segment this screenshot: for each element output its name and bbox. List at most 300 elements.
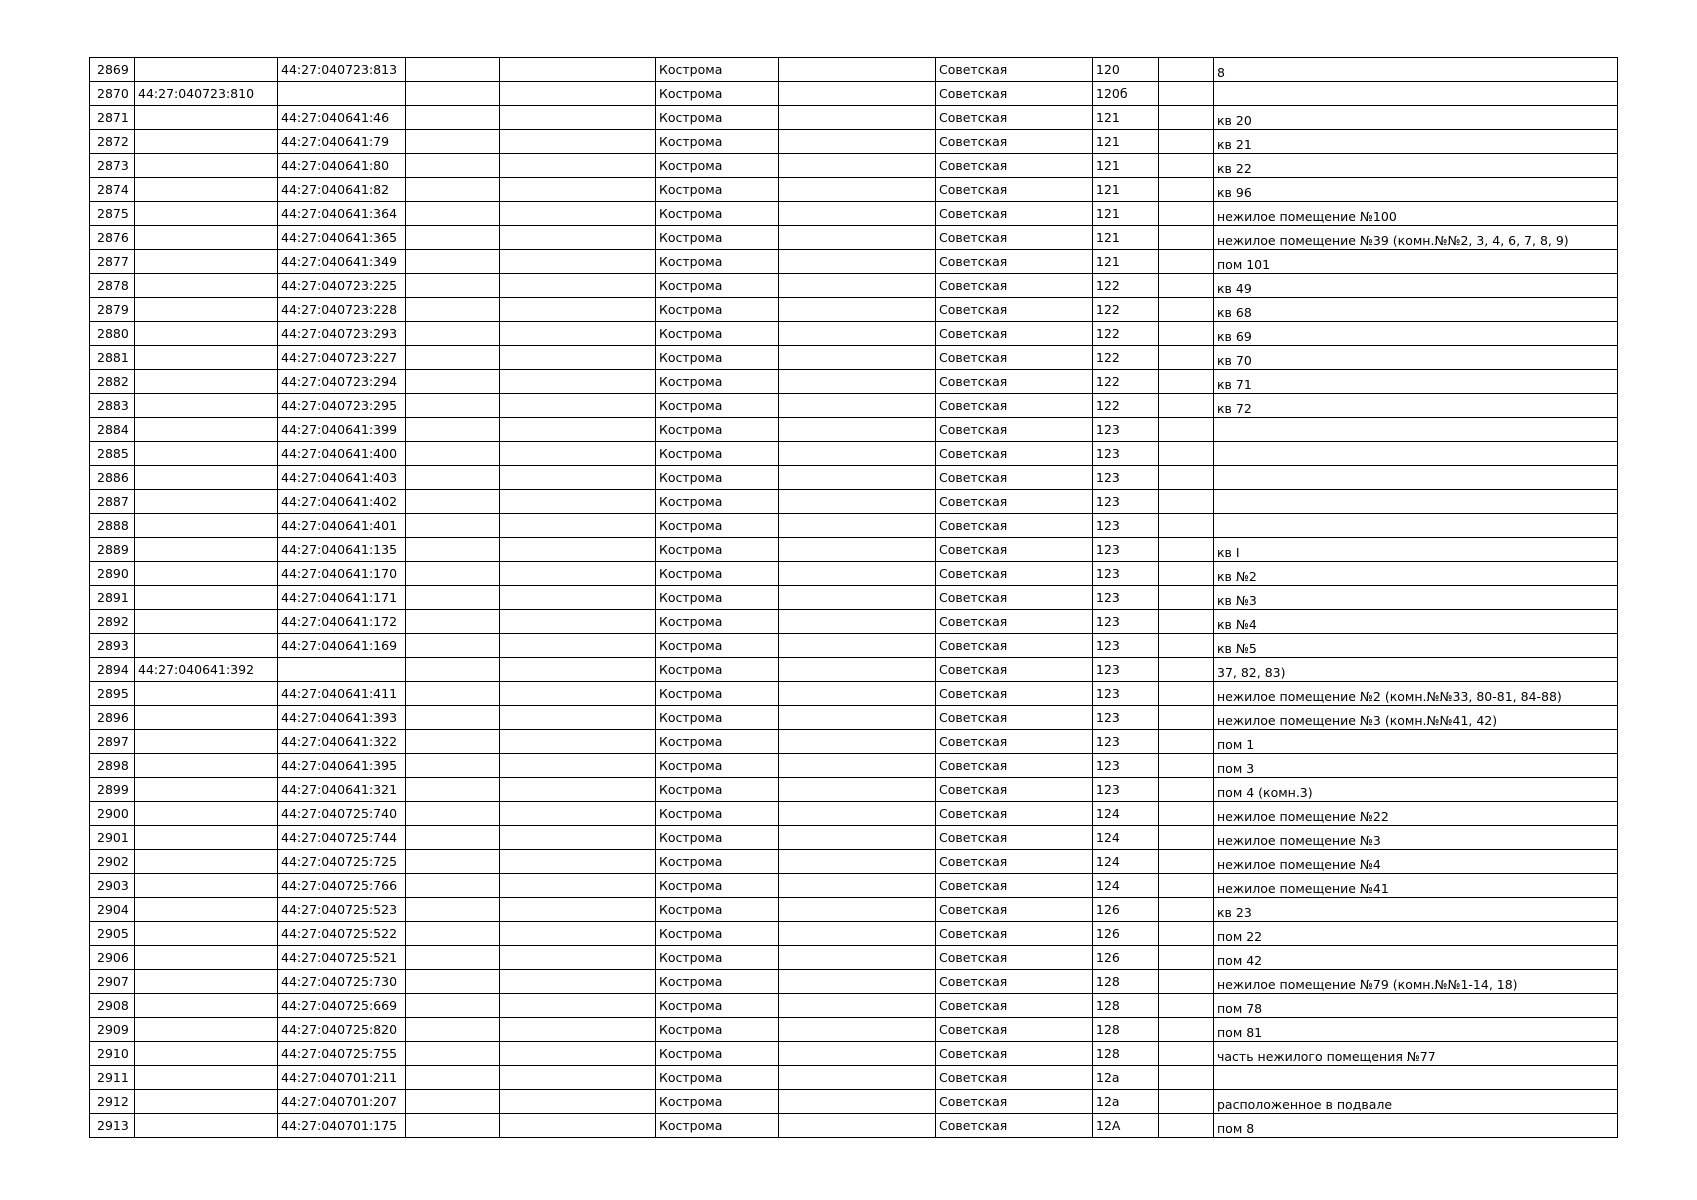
- premises-cell: кв №5: [1214, 634, 1618, 658]
- empty-cell: [1159, 1042, 1214, 1066]
- empty-cell: [779, 946, 936, 970]
- street-cell: Советская: [936, 490, 1093, 514]
- table-row: [90, 82, 1618, 106]
- premises-cell: пом 4 (комн.3): [1214, 778, 1618, 802]
- street-cell: Советская: [936, 394, 1093, 418]
- house-cell: 126: [1093, 898, 1159, 922]
- empty-cell: [500, 82, 656, 106]
- row-number-cell: 2881: [90, 346, 135, 370]
- row-number-cell: 2886: [90, 466, 135, 490]
- empty-cell: [500, 946, 656, 970]
- empty-cell: [779, 922, 936, 946]
- empty-cell: [406, 202, 500, 226]
- cadastral-parent-cell: [135, 346, 278, 370]
- cadastral-number-cell: 44:27:040641:135: [278, 538, 406, 562]
- city-cell: Кострома: [656, 850, 779, 874]
- house-cell: 123: [1093, 586, 1159, 610]
- empty-cell: [406, 106, 500, 130]
- house-cell: 120б: [1093, 82, 1159, 106]
- empty-cell: [1159, 1018, 1214, 1042]
- cadastral-parent-cell: [135, 946, 278, 970]
- cadastral-parent-cell: 44:27:040723:810: [135, 82, 278, 106]
- empty-cell: [779, 1018, 936, 1042]
- table-row: [90, 370, 1618, 394]
- house-cell: 128: [1093, 1018, 1159, 1042]
- street-cell: Советская: [936, 202, 1093, 226]
- street-cell: Советская: [936, 682, 1093, 706]
- cadastral-number-cell: 44:27:040725:725: [278, 850, 406, 874]
- street-cell: Советская: [936, 1042, 1093, 1066]
- empty-cell: [406, 298, 500, 322]
- empty-cell: [500, 706, 656, 730]
- empty-cell: [500, 370, 656, 394]
- city-cell: Кострома: [656, 490, 779, 514]
- city-cell: Кострома: [656, 802, 779, 826]
- premises-cell: пом 101: [1214, 250, 1618, 274]
- empty-cell: [1159, 562, 1214, 586]
- empty-cell: [406, 1090, 500, 1114]
- cadastral-number-cell: 44:27:040641:46: [278, 106, 406, 130]
- row-number-cell: 2888: [90, 514, 135, 538]
- empty-cell: [500, 1042, 656, 1066]
- street-cell: Советская: [936, 706, 1093, 730]
- empty-cell: [779, 1114, 936, 1138]
- street-cell: Советская: [936, 634, 1093, 658]
- empty-cell: [406, 538, 500, 562]
- empty-cell: [406, 778, 500, 802]
- empty-cell: [779, 58, 936, 82]
- table-row: [90, 634, 1618, 658]
- table-body: [90, 58, 1618, 1138]
- table-row: [90, 490, 1618, 514]
- row-number-cell: 2900: [90, 802, 135, 826]
- empty-cell: [500, 874, 656, 898]
- premises-cell: [1214, 82, 1618, 106]
- house-cell: 121: [1093, 154, 1159, 178]
- cadastral-number-cell: 44:27:040641:321: [278, 778, 406, 802]
- empty-cell: [406, 850, 500, 874]
- cadastral-parent-cell: [135, 682, 278, 706]
- empty-cell: [1159, 514, 1214, 538]
- empty-cell: [406, 874, 500, 898]
- table-row: [90, 298, 1618, 322]
- city-cell: Кострома: [656, 466, 779, 490]
- house-cell: 124: [1093, 874, 1159, 898]
- city-cell: Кострома: [656, 970, 779, 994]
- premises-cell: кв 23: [1214, 898, 1618, 922]
- city-cell: Кострома: [656, 538, 779, 562]
- premises-cell: нежилое помещение №100: [1214, 202, 1618, 226]
- row-number-cell: 2890: [90, 562, 135, 586]
- city-cell: Кострома: [656, 514, 779, 538]
- cadastral-number-cell: 44:27:040641:401: [278, 514, 406, 538]
- cadastral-parent-cell: [135, 274, 278, 298]
- empty-cell: [406, 154, 500, 178]
- city-cell: Кострома: [656, 130, 779, 154]
- house-cell: 123: [1093, 730, 1159, 754]
- table-row: [90, 346, 1618, 370]
- empty-cell: [779, 658, 936, 682]
- empty-cell: [500, 226, 656, 250]
- premises-cell: [1214, 490, 1618, 514]
- table-row: [90, 538, 1618, 562]
- house-cell: 123: [1093, 610, 1159, 634]
- empty-cell: [779, 1066, 936, 1090]
- empty-cell: [1159, 322, 1214, 346]
- cadastral-parent-cell: [135, 1090, 278, 1114]
- empty-cell: [500, 610, 656, 634]
- city-cell: Кострома: [656, 202, 779, 226]
- empty-cell: [500, 658, 656, 682]
- row-number-cell: 2884: [90, 418, 135, 442]
- premises-cell: расположенное в подвале: [1214, 1090, 1618, 1114]
- premises-cell: нежилое помещение №39 (комн.№№2, 3, 4, 6, 7, 8, 9): [1214, 226, 1618, 250]
- premises-cell: кв 71: [1214, 370, 1618, 394]
- cadastral-number-cell: 44:27:040723:228: [278, 298, 406, 322]
- empty-cell: [779, 418, 936, 442]
- cadastral-parent-cell: [135, 898, 278, 922]
- cadastral-number-cell: 44:27:040725:820: [278, 1018, 406, 1042]
- cadastral-number-cell: 44:27:040701:211: [278, 1066, 406, 1090]
- premises-cell: кв №4: [1214, 610, 1618, 634]
- house-cell: 121: [1093, 178, 1159, 202]
- house-cell: 123: [1093, 754, 1159, 778]
- street-cell: Советская: [936, 154, 1093, 178]
- row-number-cell: 2894: [90, 658, 135, 682]
- house-cell: 121: [1093, 130, 1159, 154]
- empty-cell: [406, 466, 500, 490]
- premises-cell: нежилое помещение №3 (комн.№№41, 42): [1214, 706, 1618, 730]
- table-row: [90, 970, 1618, 994]
- empty-cell: [406, 394, 500, 418]
- premises-cell: кв 22: [1214, 154, 1618, 178]
- premises-cell: кв 69: [1214, 322, 1618, 346]
- cadastral-parent-cell: [135, 298, 278, 322]
- cadastral-number-cell: 44:27:040725:766: [278, 874, 406, 898]
- empty-cell: [406, 802, 500, 826]
- empty-cell: [406, 178, 500, 202]
- house-cell: 12а: [1093, 1066, 1159, 1090]
- table-row: [90, 922, 1618, 946]
- street-cell: Советская: [936, 250, 1093, 274]
- empty-cell: [1159, 706, 1214, 730]
- row-number-cell: 2893: [90, 634, 135, 658]
- street-cell: Советская: [936, 442, 1093, 466]
- cadastral-parent-cell: [135, 1066, 278, 1090]
- empty-cell: [779, 346, 936, 370]
- empty-cell: [779, 442, 936, 466]
- house-cell: 121: [1093, 226, 1159, 250]
- premises-cell: [1214, 466, 1618, 490]
- cadastral-number-cell: 44:27:040725:521: [278, 946, 406, 970]
- empty-cell: [1159, 610, 1214, 634]
- premises-cell: [1214, 1066, 1618, 1090]
- empty-cell: [500, 490, 656, 514]
- cadastral-number-cell: 44:27:040723:227: [278, 346, 406, 370]
- cadastral-number-cell: 44:27:040641:172: [278, 610, 406, 634]
- cadastral-number-cell: 44:27:040641:79: [278, 130, 406, 154]
- house-cell: 123: [1093, 778, 1159, 802]
- table-row: [90, 394, 1618, 418]
- table-row: [90, 202, 1618, 226]
- empty-cell: [779, 898, 936, 922]
- empty-cell: [779, 250, 936, 274]
- city-cell: Кострома: [656, 634, 779, 658]
- cadastral-number-cell: 44:27:040641:411: [278, 682, 406, 706]
- house-cell: 124: [1093, 802, 1159, 826]
- city-cell: Кострома: [656, 154, 779, 178]
- city-cell: Кострома: [656, 562, 779, 586]
- city-cell: Кострома: [656, 178, 779, 202]
- cadastral-parent-cell: 44:27:040641:392: [135, 658, 278, 682]
- empty-cell: [779, 106, 936, 130]
- house-cell: 12А: [1093, 1114, 1159, 1138]
- empty-cell: [406, 82, 500, 106]
- row-number-cell: 2887: [90, 490, 135, 514]
- empty-cell: [779, 1042, 936, 1066]
- house-cell: 122: [1093, 322, 1159, 346]
- empty-cell: [500, 586, 656, 610]
- empty-cell: [1159, 298, 1214, 322]
- empty-cell: [406, 754, 500, 778]
- premises-cell: пом 1: [1214, 730, 1618, 754]
- empty-cell: [779, 634, 936, 658]
- empty-cell: [500, 178, 656, 202]
- street-cell: Советская: [936, 178, 1093, 202]
- row-number-cell: 2872: [90, 130, 135, 154]
- empty-cell: [406, 250, 500, 274]
- cadastral-parent-cell: [135, 538, 278, 562]
- empty-cell: [1159, 994, 1214, 1018]
- empty-cell: [406, 658, 500, 682]
- empty-cell: [500, 802, 656, 826]
- cadastral-parent-cell: [135, 370, 278, 394]
- city-cell: Кострома: [656, 1018, 779, 1042]
- registry-sheet: [89, 57, 1617, 1138]
- table-row: [90, 1018, 1618, 1042]
- empty-cell: [1159, 730, 1214, 754]
- city-cell: Кострома: [656, 946, 779, 970]
- cadastral-parent-cell: [135, 466, 278, 490]
- empty-cell: [406, 634, 500, 658]
- house-cell: 122: [1093, 394, 1159, 418]
- table-row: [90, 274, 1618, 298]
- cadastral-number-cell: 44:27:040641:402: [278, 490, 406, 514]
- row-number-cell: 2895: [90, 682, 135, 706]
- empty-cell: [500, 250, 656, 274]
- empty-cell: [1159, 178, 1214, 202]
- empty-cell: [500, 994, 656, 1018]
- cadastral-number-cell: 44:27:040725:755: [278, 1042, 406, 1066]
- empty-cell: [500, 562, 656, 586]
- row-number-cell: 2880: [90, 322, 135, 346]
- empty-cell: [406, 130, 500, 154]
- empty-cell: [500, 202, 656, 226]
- empty-cell: [779, 682, 936, 706]
- city-cell: Кострома: [656, 370, 779, 394]
- row-number-cell: 2869: [90, 58, 135, 82]
- premises-cell: пом 78: [1214, 994, 1618, 1018]
- street-cell: Советская: [936, 1018, 1093, 1042]
- house-cell: 124: [1093, 850, 1159, 874]
- empty-cell: [1159, 658, 1214, 682]
- city-cell: Кострома: [656, 274, 779, 298]
- empty-cell: [779, 706, 936, 730]
- cadastral-parent-cell: [135, 490, 278, 514]
- empty-cell: [406, 898, 500, 922]
- empty-cell: [779, 826, 936, 850]
- street-cell: Советская: [936, 658, 1093, 682]
- city-cell: Кострома: [656, 730, 779, 754]
- empty-cell: [779, 490, 936, 514]
- empty-cell: [1159, 274, 1214, 298]
- empty-cell: [1159, 250, 1214, 274]
- cadastral-number-cell: 44:27:040725:744: [278, 826, 406, 850]
- row-number-cell: 2912: [90, 1090, 135, 1114]
- empty-cell: [779, 874, 936, 898]
- row-number-cell: 2909: [90, 1018, 135, 1042]
- table-row: [90, 778, 1618, 802]
- premises-cell: кв 49: [1214, 274, 1618, 298]
- house-cell: 123: [1093, 706, 1159, 730]
- house-cell: 128: [1093, 970, 1159, 994]
- cadastral-number-cell: 44:27:040641:169: [278, 634, 406, 658]
- cadastral-number-cell: 44:27:040725:522: [278, 922, 406, 946]
- table-row: [90, 466, 1618, 490]
- row-number-cell: 2879: [90, 298, 135, 322]
- table-row: [90, 250, 1618, 274]
- city-cell: Кострома: [656, 778, 779, 802]
- city-cell: Кострома: [656, 346, 779, 370]
- premises-cell: кв №2: [1214, 562, 1618, 586]
- empty-cell: [1159, 754, 1214, 778]
- cadastral-parent-cell: [135, 1018, 278, 1042]
- empty-cell: [779, 466, 936, 490]
- empty-cell: [406, 490, 500, 514]
- premises-cell: 8: [1214, 58, 1618, 82]
- empty-cell: [779, 994, 936, 1018]
- table-row: [90, 610, 1618, 634]
- empty-cell: [500, 58, 656, 82]
- empty-cell: [500, 898, 656, 922]
- empty-cell: [1159, 850, 1214, 874]
- table-row: [90, 850, 1618, 874]
- row-number-cell: 2911: [90, 1066, 135, 1090]
- premises-cell: нежилое помещение №41: [1214, 874, 1618, 898]
- premises-cell: пом 3: [1214, 754, 1618, 778]
- cadastral-number-cell: 44:27:040641:349: [278, 250, 406, 274]
- empty-cell: [1159, 898, 1214, 922]
- empty-cell: [500, 682, 656, 706]
- empty-cell: [779, 538, 936, 562]
- city-cell: Кострома: [656, 1042, 779, 1066]
- cadastral-number-cell: 44:27:040723:295: [278, 394, 406, 418]
- city-cell: Кострома: [656, 874, 779, 898]
- street-cell: Советская: [936, 850, 1093, 874]
- cadastral-number-cell: 44:27:040723:293: [278, 322, 406, 346]
- street-cell: Советская: [936, 922, 1093, 946]
- street-cell: Советская: [936, 994, 1093, 1018]
- house-cell: 128: [1093, 1042, 1159, 1066]
- street-cell: Советская: [936, 1114, 1093, 1138]
- empty-cell: [779, 1090, 936, 1114]
- cadastral-number-cell: 44:27:040641:171: [278, 586, 406, 610]
- city-cell: Кострома: [656, 682, 779, 706]
- cadastral-number-cell: 44:27:040701:207: [278, 1090, 406, 1114]
- city-cell: Кострома: [656, 394, 779, 418]
- empty-cell: [500, 418, 656, 442]
- cadastral-number-cell: 44:27:040725:740: [278, 802, 406, 826]
- house-cell: 126: [1093, 946, 1159, 970]
- cadastral-parent-cell: [135, 922, 278, 946]
- table-row: [90, 994, 1618, 1018]
- house-cell: 128: [1093, 994, 1159, 1018]
- row-number-cell: 2899: [90, 778, 135, 802]
- empty-cell: [500, 394, 656, 418]
- empty-cell: [406, 1042, 500, 1066]
- empty-cell: [500, 298, 656, 322]
- street-cell: Советская: [936, 898, 1093, 922]
- cadastral-parent-cell: [135, 802, 278, 826]
- house-cell: 120: [1093, 58, 1159, 82]
- empty-cell: [406, 730, 500, 754]
- empty-cell: [1159, 394, 1214, 418]
- cadastral-parent-cell: [135, 586, 278, 610]
- table-row: [90, 682, 1618, 706]
- street-cell: Советская: [936, 322, 1093, 346]
- street-cell: Советская: [936, 1066, 1093, 1090]
- row-number-cell: 2903: [90, 874, 135, 898]
- row-number-cell: 2902: [90, 850, 135, 874]
- street-cell: Советская: [936, 274, 1093, 298]
- empty-cell: [779, 370, 936, 394]
- row-number-cell: 2898: [90, 754, 135, 778]
- empty-cell: [779, 226, 936, 250]
- city-cell: Кострома: [656, 1114, 779, 1138]
- empty-cell: [500, 538, 656, 562]
- cadastral-parent-cell: [135, 754, 278, 778]
- house-cell: 123: [1093, 682, 1159, 706]
- empty-cell: [779, 802, 936, 826]
- cadastral-parent-cell: [135, 562, 278, 586]
- street-cell: Советская: [936, 82, 1093, 106]
- cadastral-number-cell: 44:27:040641:364: [278, 202, 406, 226]
- premises-cell: нежилое помещение №79 (комн.№№1-14, 18): [1214, 970, 1618, 994]
- table-row: [90, 1090, 1618, 1114]
- premises-cell: пом 42: [1214, 946, 1618, 970]
- house-cell: 121: [1093, 202, 1159, 226]
- city-cell: Кострома: [656, 658, 779, 682]
- empty-cell: [500, 730, 656, 754]
- house-cell: 122: [1093, 370, 1159, 394]
- empty-cell: [406, 994, 500, 1018]
- empty-cell: [500, 130, 656, 154]
- street-cell: Советская: [936, 226, 1093, 250]
- empty-cell: [500, 514, 656, 538]
- empty-cell: [1159, 130, 1214, 154]
- cadastral-number-cell: 44:27:040725:669: [278, 994, 406, 1018]
- empty-cell: [500, 346, 656, 370]
- cadastral-parent-cell: [135, 706, 278, 730]
- cadastral-parent-cell: [135, 58, 278, 82]
- street-cell: Советская: [936, 802, 1093, 826]
- cadastral-parent-cell: [135, 154, 278, 178]
- empty-cell: [500, 322, 656, 346]
- table-row: [90, 178, 1618, 202]
- empty-cell: [406, 970, 500, 994]
- empty-cell: [1159, 442, 1214, 466]
- empty-cell: [500, 1066, 656, 1090]
